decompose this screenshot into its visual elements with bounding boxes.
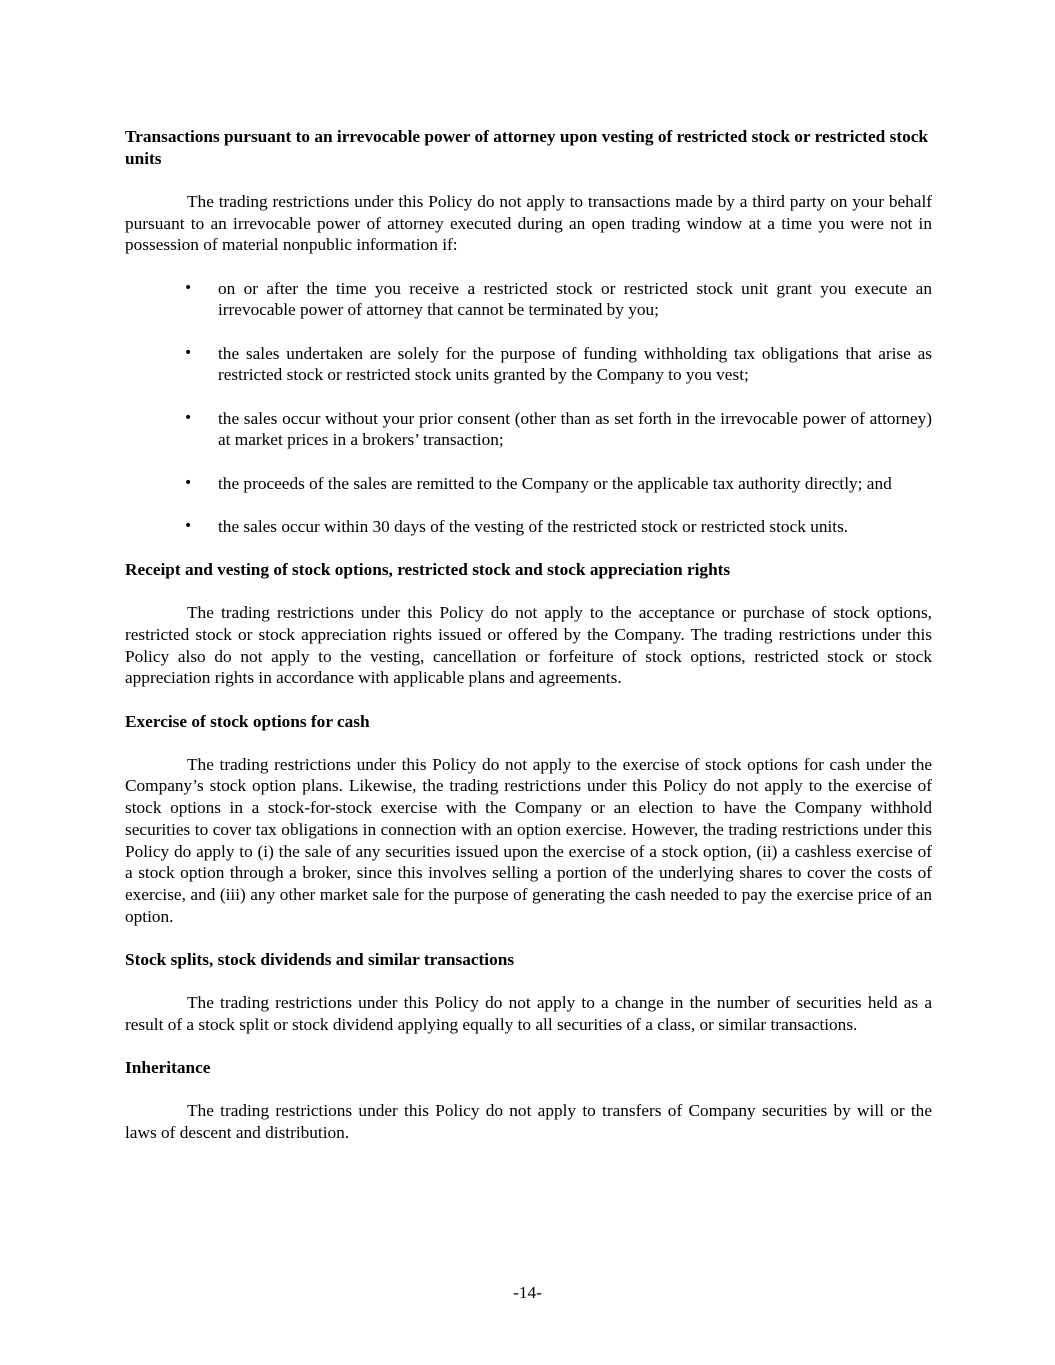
- section-paragraph-receipt-vesting: The trading restrictions under this Policy do not apply to the acceptance or purchase of stock options, restricted stock or stock appreciation rights issued or offered by the Company. The trading restrictions under this Policy also do not apply to the vesting, cancellation or forfeiture of stock options, restricted stock or stock appreciation rights in accordance with applicable plans and agreements.: [125, 603, 932, 688]
- list-item: [125, 408, 932, 451]
- bullet-icon: •: [184, 474, 193, 491]
- bullet-icon: •: [184, 409, 193, 426]
- list-item: [125, 343, 932, 386]
- list-item-text: on or after the time you receive a restricted stock or restricted stock unit grant you execute an irrevocable power of attorney that cannot be terminated by you;: [218, 278, 932, 320]
- bullet-icon: •: [184, 344, 193, 361]
- document-page: [125, 126, 932, 1144]
- page-number: -14-: [513, 1283, 542, 1302]
- conditions-list: [125, 278, 932, 538]
- section-heading-irrevocable-power: Transactions pursuant to an irrevocable power of attorney upon vesting of restricted stock or restricted stock units: [125, 127, 929, 168]
- list-item: [125, 516, 932, 538]
- section-paragraph-inheritance: The trading restrictions under this Policy do not apply to transfers of Company securities by will or the laws of descent and distribution.: [125, 1101, 932, 1142]
- list-item-text: the sales occur without your prior consent (other than as set forth in the irrevocable power of attorney) at market prices in a brokers’ transaction;: [218, 408, 932, 450]
- section-heading-inheritance: Inheritance: [125, 1057, 211, 1077]
- section-paragraph-stock-splits: The trading restrictions under this Policy do not apply to a change in the number of securities held as a result of a stock split or stock dividend applying equally to all securities of a class, or similar transactions.: [125, 993, 932, 1034]
- section-heading-exercise-options: Exercise of stock options for cash: [125, 711, 370, 731]
- section-heading-receipt-vesting: Receipt and vesting of stock options, restricted stock and stock appreciation rights: [125, 560, 731, 580]
- list-item-text: the sales undertaken are solely for the purpose of funding withholding tax obligations that arise as restricted stock or restricted stock units granted by the Company to you vest;: [218, 343, 932, 385]
- list-item-text: the proceeds of the sales are remitted to the Company or the applicable tax authority directly; and: [218, 473, 892, 493]
- list-item: [125, 278, 932, 321]
- list-item-text: the sales occur within 30 days of the vesting of the restricted stock or restricted stock units.: [218, 516, 849, 536]
- section-heading-stock-splits: Stock splits, stock dividends and similar transactions: [125, 949, 515, 969]
- section-paragraph-irrevocable-power: The trading restrictions under this Policy do not apply to transactions made by a third party on your behalf pursuant to an irrevocable power of attorney executed during an open trading window at a time you were not in possession of material nonpublic information if:: [125, 191, 932, 255]
- section-paragraph-exercise-options: The trading restrictions under this Policy do not apply to the exercise of stock options for cash under the Company’s stock option plans. Likewise, the trading restrictions under this Policy do not apply to the exercise of stock options in a stock-for-stock exercise with the Company or an election to have the Company withhold securities to cover tax obligations in connection with an option exercise. However, the trading restrictions under this Policy do apply to (i) the sale of any securities issued upon the exercise of a stock option, (ii) a cashless exercise of a stock option through a broker, since this involves selling a portion of the underlying shares to cover the costs of exercise, and (iii) any other market sale for the purpose of generating the cash needed to pay the exercise price of an option.: [125, 754, 932, 926]
- bullet-icon: •: [184, 517, 193, 534]
- list-item: [125, 473, 932, 495]
- bullet-icon: •: [184, 279, 193, 296]
